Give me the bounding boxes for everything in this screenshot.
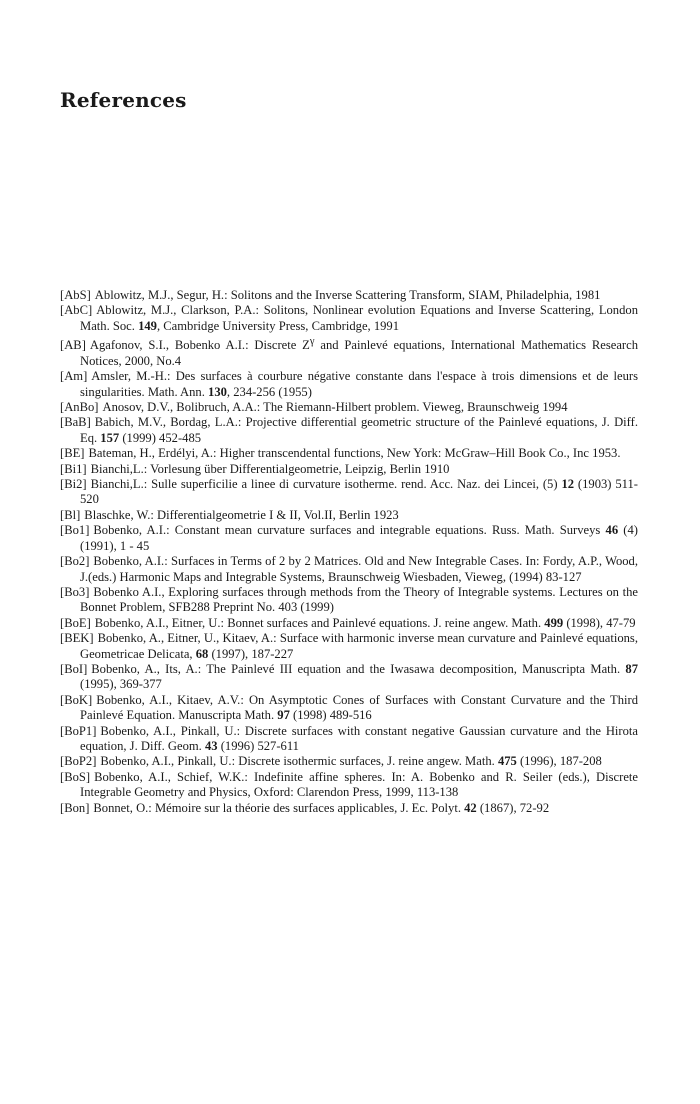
reference-segment: Bobenko, A., Eitner, U., Kitaev, A.: Surface with harmonic inverse mean curvature and Painlevé equations, Geometricae Delicata,: [80, 631, 638, 661]
reference-text: [80, 554, 638, 583]
volume-number: 46: [605, 523, 619, 538]
reference-entry: [60, 801, 638, 816]
reference-entry: [60, 477, 638, 508]
reference-entry: [60, 554, 638, 585]
reference-key: [BoE]: [60, 615, 91, 630]
reference-text: [80, 662, 638, 691]
reference-segment: (1903) 511-520: [80, 477, 638, 507]
reference-key: [AnBo]: [60, 400, 99, 415]
reference-key: [Bl]: [60, 507, 81, 522]
volume-number: 499: [544, 615, 564, 630]
reference-key: [Bi2]: [60, 477, 87, 492]
reference-entry: [60, 303, 638, 334]
reference-entry: [60, 446, 638, 461]
reference-text: [102, 400, 567, 414]
reference-entry: [60, 770, 638, 801]
reference-segment: Blaschke, W.: Differentialgeometrie I & II, Vol.II, Berlin 1923: [84, 507, 399, 522]
reference-text: [88, 446, 620, 460]
reference-key: [Bo3]: [60, 584, 90, 599]
reference-text: [95, 288, 601, 302]
reference-key: [Bi1]: [60, 461, 87, 476]
reference-segment: Anosov, D.V., Bolibruch, A.A.: The Riemann-Hilbert problem. Vieweg, Braunschweig 1994: [102, 400, 568, 415]
reference-entry: [60, 616, 638, 631]
reference-text: [80, 338, 638, 367]
reference-text: [80, 369, 638, 398]
reference-segment: Ablowitz, M.J., Clarkson, P.A.: Solitons, Nonlinear evolution Equations and Inverse Scattering, London Math. Soc.: [80, 303, 638, 333]
reference-segment: (1867), 72-92: [476, 800, 550, 815]
reference-entry: [60, 415, 638, 446]
reference-entry: [60, 523, 638, 554]
reference-segment: (1997), 187-227: [208, 646, 294, 661]
reference-segment: Bobenko, A.I.: Surfaces in Terms of 2 by 2 Matrices. Old and New Integrable Cases. In: Fordy, A.P., Wood, J.(eds.) Harmonic Maps and Integrable Systems, Braunschweig Wiesbaden, Vieweg, (1994) 83-127: [80, 554, 638, 584]
reference-key: [Bo1]: [60, 523, 90, 538]
reference-entry: [60, 369, 638, 400]
reference-text: [80, 693, 638, 722]
reference-text: [80, 631, 638, 660]
reference-text: [80, 415, 638, 444]
reference-segment: Bobenko, A.I., Pinkall, U.: Discrete surfaces with constant negative Gaussian curvature and the Hirota equation, J. Diff. Geom.: [80, 723, 638, 753]
reference-text: [100, 754, 601, 768]
reference-key: [BaB]: [60, 415, 91, 430]
volume-number: 149: [138, 318, 157, 333]
reference-segment: (1996), 187-208: [516, 754, 602, 769]
reference-segment: Bobenko, A.I., Eitner, U.: Bonnet surfaces and Painlevé equations. J. reine angew. Math.: [94, 615, 545, 630]
reference-entry: [60, 400, 638, 415]
reference-entry: [60, 334, 638, 369]
reference-key: [BoS]: [60, 769, 91, 784]
reference-key: [BEK]: [60, 631, 94, 646]
volume-number: 475: [497, 754, 517, 769]
reference-entry: [60, 693, 638, 724]
reference-key: [AbC]: [60, 303, 93, 318]
reference-key: [BoP1]: [60, 723, 97, 738]
reference-list: [60, 288, 638, 816]
reference-segment: (4) (1991), 1 - 45: [80, 523, 638, 553]
reference-segment: (1998) 489-516: [289, 708, 372, 723]
reference-key: [BoK]: [60, 692, 93, 707]
reference-entry: [60, 724, 638, 755]
reference-segment: Amsler, M.-H.: Des surfaces à courbure négative constante dans l'espace à trois dimensions et de leurs singularities. Math. Ann.: [80, 369, 638, 399]
reference-segment: (1996) 527-611: [217, 738, 299, 753]
reference-segment: Babich, M.V., Bordag, L.A.: Projective differential geometric structure of the Painlevé equations, J. Diff. Eq.: [80, 415, 638, 445]
reference-segment: (1995), 369-377: [80, 677, 162, 692]
reference-key: [BoI]: [60, 661, 88, 676]
reference-segment: Bobenko A.I., Exploring surfaces through methods from the Theory of Integrable systems. Lectures on the Bonnet Problem, SFB288 Preprint No. 403 (1999): [80, 584, 638, 615]
volume-number: 97: [277, 708, 290, 723]
reference-text: [80, 585, 638, 614]
reference-segment: Bobenko, A.I., Schief, W.K.: Indefinite affine spheres. In: A. Bobenko and R. Seiler (eds.), Discrete Integrable Geometry and Physics, Oxford: Clarendon Press, 1999, 113-138: [80, 769, 638, 800]
reference-key: [Am]: [60, 369, 88, 384]
reference-key: [AB]: [60, 338, 86, 353]
reference-entry: [60, 462, 638, 477]
volume-number: 87: [625, 661, 638, 676]
reference-text: [80, 303, 638, 332]
reference-entry: [60, 508, 638, 523]
reference-key: [Bo2]: [60, 554, 90, 569]
reference-entry: [60, 631, 638, 662]
reference-text: [80, 724, 638, 753]
reference-entry: [60, 754, 638, 769]
reference-segment: (1999) 452-485: [119, 430, 202, 445]
reference-segment: Bonnet, O.: Mémoire sur la théorie des surfaces applicables, J. Ec. Polyt.: [93, 800, 465, 815]
reference-segment: Bobenko, A.I.: Constant mean curvature surfaces and integrable equations. Russ. Math. Surveys: [93, 523, 606, 538]
reference-segment: Bobenko, A.I., Kitaev, A.V.: On Asymptotic Cones of Surfaces with Constant Curvature and the Third Painlevé Equation. Manuscripta Math.: [80, 692, 638, 723]
reference-segment: Bianchi,L.: Sulle superficilie a linee di curvature isotherme. rend. Acc. Naz. dei Lincei, (5): [90, 477, 562, 492]
reference-entry: [60, 288, 638, 303]
reference-key: [BE]: [60, 446, 85, 461]
reference-text: [93, 801, 549, 815]
reference-entry: [60, 585, 638, 616]
reference-text: [80, 770, 638, 799]
volume-number: 42: [464, 800, 477, 815]
reference-entry: [60, 662, 638, 693]
volume-number: 130: [208, 384, 227, 399]
volume-number: 43: [204, 738, 218, 753]
reference-key: [AbS]: [60, 288, 91, 302]
reference-segment: Agafonov, S.I., Bobenko A.I.: Discrete Z: [89, 338, 310, 353]
reference-key: [Bon]: [60, 800, 90, 815]
reference-segment: Bobenko, A., Its, A.: The Painlevé III equation and the Iwasawa decomposition, Manuscripta Math.: [91, 661, 626, 676]
reference-segment: Ablowitz, M.J., Segur, H.: Solitons and the Inverse Scattering Transform, SIAM, Philadelphia, 1981: [94, 288, 601, 302]
volume-number: 157: [100, 430, 120, 445]
reference-text: [95, 616, 636, 630]
reference-segment: (1998), 47-79: [563, 615, 636, 630]
page-title: References: [60, 88, 187, 112]
reference-text: [80, 523, 638, 552]
reference-text: [84, 508, 398, 522]
reference-segment: Bateman, H., Erdélyi, A.: Higher transcendental functions, New York: McGraw–Hill Book Co., Inc 1953.: [88, 446, 621, 461]
reference-segment: Bianchi,L.: Vorlesung über Differentialgeometrie, Leipzig, Berlin 1910: [90, 461, 450, 476]
superscript: γ: [309, 336, 315, 348]
volume-number: 12: [561, 477, 575, 492]
reference-text: [91, 462, 450, 476]
reference-segment: , Cambridge University Press, Cambridge, 1991: [156, 318, 400, 333]
reference-segment: and Painlevé equations, International Mathematics Research Notices, 2000, No.4: [80, 338, 638, 368]
reference-segment: Bobenko, A.I., Pinkall, U.: Discrete isothermic surfaces, J. reine angew. Math.: [100, 754, 498, 769]
reference-key: [BoP2]: [60, 754, 97, 769]
reference-segment: , 234-256 (1955): [226, 384, 312, 399]
volume-number: 68: [195, 646, 209, 661]
reference-text: [80, 477, 638, 506]
